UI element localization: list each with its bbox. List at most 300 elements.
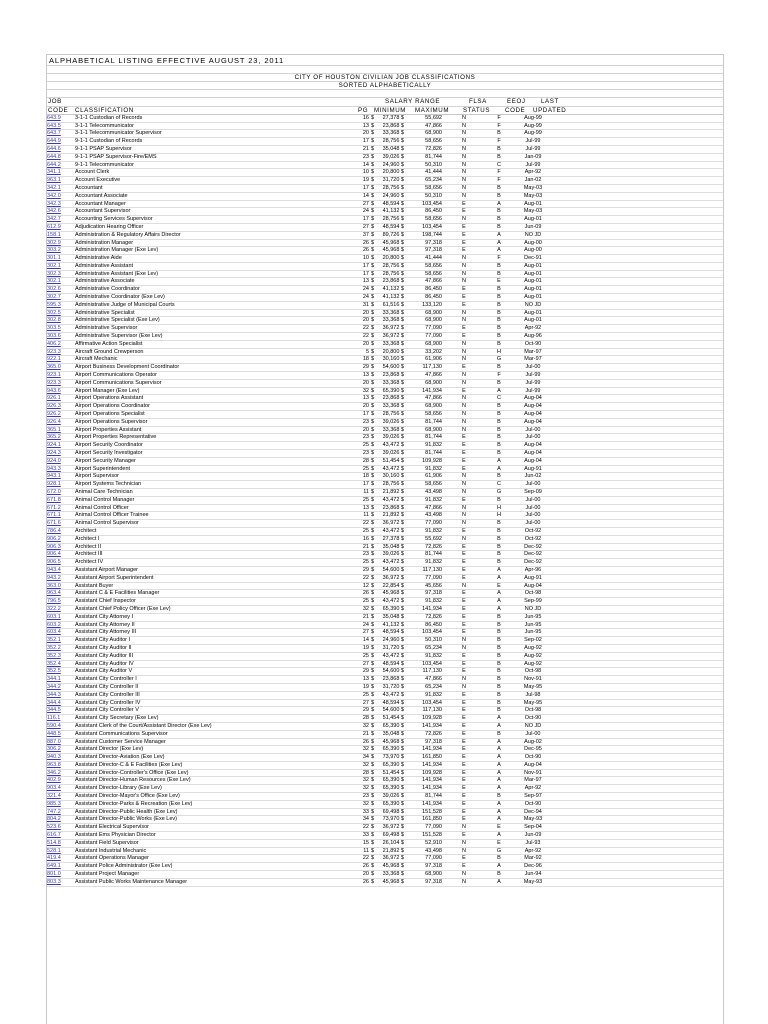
job-code-link[interactable]: 301.1 [47,255,74,263]
maximum-cell: 47,866 [404,504,442,512]
eeoj-code-cell: B [486,730,512,738]
dollar-sign: $ [371,395,375,402]
last-updated-cell: Jul-00 [512,730,554,738]
last-updated-cell: Jan-09 [512,153,554,161]
job-code-link[interactable]: 341.1 [47,169,74,177]
pay-grade-cell: 32 [357,605,371,613]
job-code-link[interactable]: 887.0 [47,738,74,746]
last-updated-cell: Jul-00 [512,364,554,372]
job-code-link[interactable]: 344.2 [47,683,74,691]
classification-cell: Accountant [74,184,357,192]
minimum-cell: 45,968 $ [375,863,404,871]
eeoj-code-cell: B [486,208,512,216]
table-row [47,574,723,582]
eeoj-code-cell: A [486,832,512,840]
job-code-link[interactable]: 943.6 [47,387,74,395]
flsa-status-cell: N [442,637,486,645]
job-code-link[interactable]: 963.1 [47,177,74,185]
pay-grade-cell: 28 [357,457,371,465]
job-code-link[interactable]: 595.3 [47,301,74,309]
dollar-sign: $ [371,325,375,332]
empty-cell [554,785,723,793]
empty-cell [554,730,723,738]
flsa-status-cell: E [442,301,486,309]
table-row [47,231,723,239]
col-eeoj-code: CODE [505,106,526,114]
job-code-link[interactable]: 303.5 [47,325,74,333]
job-code-link[interactable]: 644.2 [47,161,74,169]
maximum-cell: 97,318 [404,863,442,871]
eeoj-code-cell: E [486,582,512,590]
empty-cell [554,800,723,808]
job-code-link[interactable]: 365.0 [47,364,74,372]
last-updated-cell: Aug-01 [512,317,554,325]
job-code-link[interactable]: 344.1 [47,676,74,684]
job-code-link[interactable]: 923.3 [47,348,74,356]
job-code-link[interactable]: 116.1 [47,715,74,723]
eeoj-code-cell: B [486,333,512,341]
eeoj-code-cell: A [486,605,512,613]
maximum-cell: 141,934 [404,746,442,754]
job-code-link[interactable]: 363.0 [47,582,74,590]
job-code-link[interactable]: 943.2 [47,574,74,582]
empty-cell [554,637,723,645]
empty-cell [554,130,723,138]
job-code-link[interactable]: 924.1 [47,442,74,450]
eeoj-code-cell: A [486,566,512,574]
minimum-cell: 39,026 $ [375,418,404,426]
minimum-cell: 23,868 $ [375,676,404,684]
classification-cell: Assistant Director-Public Health (Exe Lev) [74,808,357,816]
job-code-link[interactable]: 671.2 [47,504,74,512]
job-code-link[interactable]: 940.3 [47,754,74,762]
flsa-status-cell: E [442,652,486,660]
eeoj-code-cell: A [486,231,512,239]
job-code-link[interactable]: 616.7 [47,832,74,840]
last-updated-cell: Sep-99 [512,598,554,606]
maximum-cell: 86,450 [404,621,442,629]
dollar-sign: $ [371,559,375,566]
flsa-status-cell: N [442,644,486,652]
eeoj-code-cell: A [486,715,512,723]
flsa-status-cell: E [442,231,486,239]
job-code-link[interactable]: 302.5 [47,309,74,317]
job-code-link[interactable]: 985.3 [47,800,74,808]
eeoj-code-cell: B [486,418,512,426]
classification-cell: Administrative Assistant (Exe Lev) [74,270,357,278]
job-code-link[interactable]: 924.3 [47,450,74,458]
maximum-cell: 65,234 [404,644,442,652]
minimum-cell: 54,600 $ [375,707,404,715]
job-code-link[interactable]: 963.8 [47,761,74,769]
table-row [47,333,723,341]
spreadsheet [46,54,724,1024]
empty-cell [554,527,723,535]
job-code-link[interactable]: 321.4 [47,793,74,801]
flsa-status-cell: E [442,691,486,699]
maximum-cell: 68,900 [404,130,442,138]
job-code-link[interactable]: 528.1 [47,847,74,855]
job-code-link[interactable]: 302.1 [47,278,74,286]
job-code-link[interactable]: 943.3 [47,465,74,473]
job-code-link[interactable]: 603.2 [47,621,74,629]
job-code-link[interactable]: 643.9 [47,115,74,122]
job-code-link[interactable]: 342.7 [47,216,74,224]
eeoj-code-cell: A [486,387,512,395]
dollar-sign: $ [371,613,375,620]
job-code-link[interactable]: 523.6 [47,824,74,832]
job-code-link[interactable]: 612.9 [47,223,74,231]
pay-grade-cell: 26 [357,247,371,255]
empty-cell [554,231,723,239]
empty-cell [554,457,723,465]
last-updated-cell: Oct-98 [512,590,554,598]
maximum-cell: 68,900 [404,426,442,434]
job-code-link[interactable]: 322.2 [47,605,74,613]
table-row [47,761,723,769]
dollar-sign: $ [371,473,375,480]
table-row [47,707,723,715]
dollar-sign: $ [371,777,375,784]
job-code-link[interactable]: 302.7 [47,294,74,302]
dollar-sign: $ [371,184,375,191]
eeoj-code-cell: B [486,613,512,621]
last-updated-cell: NO JD [512,231,554,239]
last-updated-cell: Apr-92 [512,325,554,333]
flsa-status-cell: N [442,512,486,520]
job-code-link[interactable]: 804.2 [47,816,74,824]
classification-cell: Animal Control Officer Trainee [74,512,357,520]
job-code-link[interactable]: 306.2 [47,746,74,754]
col-last: LAST [541,98,559,106]
job-code-link[interactable]: 923.1 [47,372,74,380]
minimum-cell: 51,454 $ [375,769,404,777]
job-code-link[interactable]: 644.6 [47,145,74,153]
eeoj-code-cell: B [486,496,512,504]
job-code-link[interactable]: 906.2 [47,535,74,543]
job-table [47,115,723,887]
eeoj-code-cell: B [486,223,512,231]
pay-grade-cell: 10 [357,169,371,177]
minimum-cell: 36,972 $ [375,574,404,582]
job-code-link[interactable]: 342.6 [47,208,74,216]
dollar-sign: $ [371,122,375,129]
minimum-cell: 33,368 $ [375,309,404,317]
dollar-sign: $ [371,504,375,511]
flsa-status-cell: E [442,754,486,762]
eeoj-code-cell: B [486,676,512,684]
empty-cell [554,208,723,216]
job-code-link[interactable]: 644.9 [47,138,74,146]
last-updated-cell: Aug-96 [512,333,554,341]
flsa-status-cell: N [442,161,486,169]
last-updated-cell: Aug-02 [512,738,554,746]
job-code-link[interactable]: 603.4 [47,629,74,637]
eeoj-code-cell: B [486,403,512,411]
flsa-status-cell: N [442,878,486,886]
subtitle-1-text: CITY OF HOUSTON CIVILIAN JOB CLASSIFICATIONS [294,74,476,81]
classification-cell: Assistant Ems Physician Director [74,832,357,840]
flsa-status-cell: N [442,426,486,434]
empty-cell [554,403,723,411]
dollar-sign: $ [371,715,375,722]
job-code-link[interactable]: 302.1 [47,262,74,270]
pay-grade-cell: 25 [357,527,371,535]
last-updated-cell: Aug-01 [512,262,554,270]
col-salary-range: SALARY RANGE [385,98,441,106]
empty-cell [554,520,723,528]
eeoj-code-cell: A [486,722,512,730]
job-code-link[interactable]: 786.4 [47,527,74,535]
job-code-link[interactable]: 448.5 [47,730,74,738]
maximum-cell: 68,900 [404,340,442,348]
maximum-cell: 81,744 [404,450,442,458]
dollar-sign: $ [371,138,375,145]
job-code-link[interactable]: 344.5 [47,707,74,715]
maximum-cell: 72,826 [404,613,442,621]
classification-cell: Assistant City Auditor II [74,644,357,652]
job-code-link[interactable]: 671.6 [47,520,74,528]
maximum-cell: 61,906 [404,473,442,481]
job-code-link[interactable]: 922.1 [47,356,74,364]
job-code-link[interactable]: 158.1 [47,231,74,239]
minimum-cell: 21,892 $ [375,847,404,855]
dollar-sign: $ [371,520,375,527]
job-code-link[interactable]: 924.0 [47,457,74,465]
job-code-link[interactable]: 603.1 [47,613,74,621]
job-code-link[interactable]: 943.4 [47,566,74,574]
last-updated-cell: Jul-99 [512,161,554,169]
classification-cell: Assistant Chief Policy Officer (Exe Lev) [74,605,357,613]
job-code-link[interactable]: 352.1 [47,637,74,645]
eeoj-code-cell: H [486,348,512,356]
dollar-sign: $ [371,871,375,878]
last-updated-cell: Oct-90 [512,340,554,348]
job-code-link[interactable]: 906.3 [47,543,74,551]
table-row [47,520,723,528]
maximum-cell: 43,498 [404,847,442,855]
pay-grade-cell: 23 [357,551,371,559]
job-code-link[interactable]: 796.5 [47,598,74,606]
table-row [47,722,723,730]
minimum-cell: 43,472 $ [375,691,404,699]
classification-cell: Assistant Director-Public Works (Exe Lev) [74,816,357,824]
maximum-cell: 86,450 [404,294,442,302]
table-row [47,255,723,263]
maximum-cell: 141,934 [404,605,442,613]
minimum-cell: 27,378 $ [375,115,404,122]
minimum-cell: 39,026 $ [375,450,404,458]
job-code-link[interactable]: 302.8 [47,317,74,325]
job-code-link[interactable]: 747.2 [47,808,74,816]
classification-cell: 9-1-1 Telecommunicator [74,161,357,169]
maximum-cell: 47,866 [404,278,442,286]
flsa-status-cell: N [442,270,486,278]
job-code-link[interactable]: 303.6 [47,333,74,341]
job-code-link[interactable]: 402.9 [47,777,74,785]
job-code-link[interactable]: 514.8 [47,839,74,847]
pay-grade-cell: 21 [357,145,371,153]
job-code-link[interactable]: 943.1 [47,473,74,481]
table-row [47,777,723,785]
pay-grade-cell: 25 [357,442,371,450]
eeoj-code-cell: A [486,785,512,793]
pay-grade-cell: 13 [357,676,371,684]
job-code-link[interactable]: 926.3 [47,403,74,411]
col-job: JOB [48,98,62,106]
dollar-sign: $ [371,340,375,347]
job-code-link[interactable]: 342.3 [47,200,74,208]
eeoj-code-cell: F [486,169,512,177]
job-code-link[interactable]: 590.4 [47,722,74,730]
job-code-link[interactable]: 928.1 [47,481,74,489]
table-row [47,832,723,840]
job-code-link[interactable]: 906.5 [47,559,74,567]
last-updated-cell: Jun-95 [512,629,554,637]
job-code-link[interactable]: 302.9 [47,239,74,247]
eeoj-code-cell: B [486,621,512,629]
job-code-link[interactable]: 801.0 [47,871,74,879]
job-code-link[interactable]: 342.1 [47,184,74,192]
job-code-link[interactable]: 671.8 [47,496,74,504]
job-code-link[interactable]: 926.2 [47,411,74,419]
job-code-link[interactable]: 302.6 [47,286,74,294]
last-updated-cell: Jun-95 [512,621,554,629]
minimum-cell: 24,960 $ [375,192,404,200]
last-updated-cell: May-93 [512,816,554,824]
eeoj-code-cell: A [486,574,512,582]
dollar-sign: $ [371,387,375,394]
minimum-cell: 28,756 $ [375,262,404,270]
flsa-status-cell: N [442,403,486,411]
maximum-cell: 68,900 [404,403,442,411]
maximum-cell: 91,832 [404,598,442,606]
job-code-link[interactable]: 303.2 [47,247,74,255]
maximum-cell: 50,310 [404,637,442,645]
minimum-cell: 65,390 $ [375,387,404,395]
pay-grade-cell: 37 [357,231,371,239]
dollar-sign: $ [371,769,375,776]
maximum-cell: 47,866 [404,372,442,380]
job-code-link[interactable]: 344.3 [47,691,74,699]
flsa-status-cell: E [442,855,486,863]
minimum-cell: 23,868 $ [375,504,404,512]
dollar-sign: $ [371,434,375,441]
minimum-cell: 28,756 $ [375,481,404,489]
last-updated-cell: Aug-91 [512,465,554,473]
maximum-cell: 151,528 [404,832,442,840]
dollar-sign: $ [371,489,375,495]
maximum-cell: 161,850 [404,816,442,824]
eeoj-code-cell: B [486,559,512,567]
job-code-link[interactable]: 643.7 [47,130,74,138]
job-code-link[interactable]: 352.4 [47,660,74,668]
document-title [47,54,723,66]
pay-grade-cell: 16 [357,535,371,543]
job-code-link[interactable]: 365.2 [47,434,74,442]
job-code-link[interactable]: 302.3 [47,270,74,278]
maximum-cell: 41,444 [404,169,442,177]
table-row [47,426,723,434]
job-code-link[interactable]: 406.2 [47,340,74,348]
classification-cell: Administration Manager (Exe Lev) [74,247,357,255]
classification-cell: Aircraft Mechanic [74,356,357,364]
minimum-cell: 33,368 $ [375,317,404,325]
empty-cell [554,379,723,387]
empty-cell [554,317,723,325]
empty-cell [554,239,723,247]
pay-grade-cell: 13 [357,122,371,130]
eeoj-code-cell: B [486,340,512,348]
maximum-cell: 97,318 [404,878,442,886]
job-code-link[interactable]: 903.4 [47,785,74,793]
flsa-status-cell: E [442,699,486,707]
eeoj-code-cell: B [486,637,512,645]
last-updated-cell: Jan-02 [512,177,554,185]
eeoj-code-cell: B [486,644,512,652]
maximum-cell: 47,866 [404,676,442,684]
job-code-link[interactable]: 352.5 [47,668,74,676]
pay-grade-cell: 17 [357,184,371,192]
job-code-link[interactable]: 923.3 [47,379,74,387]
dollar-sign: $ [371,294,375,301]
job-code-link[interactable]: 365.1 [47,426,74,434]
job-code-link[interactable]: 352.3 [47,652,74,660]
minimum-cell: 36,972 $ [375,325,404,333]
flsa-status-cell: E [442,387,486,395]
dollar-sign: $ [371,605,375,612]
job-code-link[interactable]: 672.0 [47,489,74,497]
flsa-status-cell: E [442,793,486,801]
job-code-link[interactable]: 644.8 [47,153,74,161]
maximum-cell: 61,906 [404,356,442,364]
empty-cell [554,847,723,855]
job-code-link[interactable]: 803.3 [47,878,74,886]
maximum-cell: 109,928 [404,769,442,777]
eeoj-code-cell: B [486,629,512,637]
job-code-link[interactable]: 352.2 [47,644,74,652]
job-code-link[interactable]: 346.2 [47,769,74,777]
job-code-link[interactable]: 926.4 [47,418,74,426]
last-updated-cell: Jul-93 [512,839,554,847]
maximum-cell: 81,744 [404,153,442,161]
job-code-link[interactable]: 344.4 [47,699,74,707]
classification-cell: Architect [74,527,357,535]
job-code-link[interactable]: 963.4 [47,590,74,598]
job-code-link[interactable]: 926.1 [47,395,74,403]
minimum-cell: 24,960 $ [375,161,404,169]
empty-cell [554,442,723,450]
empty-cell [554,644,723,652]
job-code-link[interactable]: 342.0 [47,192,74,200]
job-code-link[interactable]: 649.1 [47,863,74,871]
pay-grade-cell: 26 [357,878,371,886]
job-code-link[interactable]: 906.4 [47,551,74,559]
job-code-link[interactable]: 643.5 [47,122,74,130]
empty-cell [554,364,723,372]
flsa-status-cell: E [442,325,486,333]
pay-grade-cell: 22 [357,520,371,528]
eeoj-code-cell: A [486,769,512,777]
minimum-cell: 43,472 $ [375,496,404,504]
dollar-sign: $ [371,793,375,800]
job-code-link[interactable]: 671.1 [47,512,74,520]
last-updated-cell: Aug-01 [512,309,554,317]
empty-cell [554,223,723,231]
table-row [47,247,723,255]
job-code-link[interactable]: 419.4 [47,855,74,863]
minimum-cell: 65,390 $ [375,605,404,613]
